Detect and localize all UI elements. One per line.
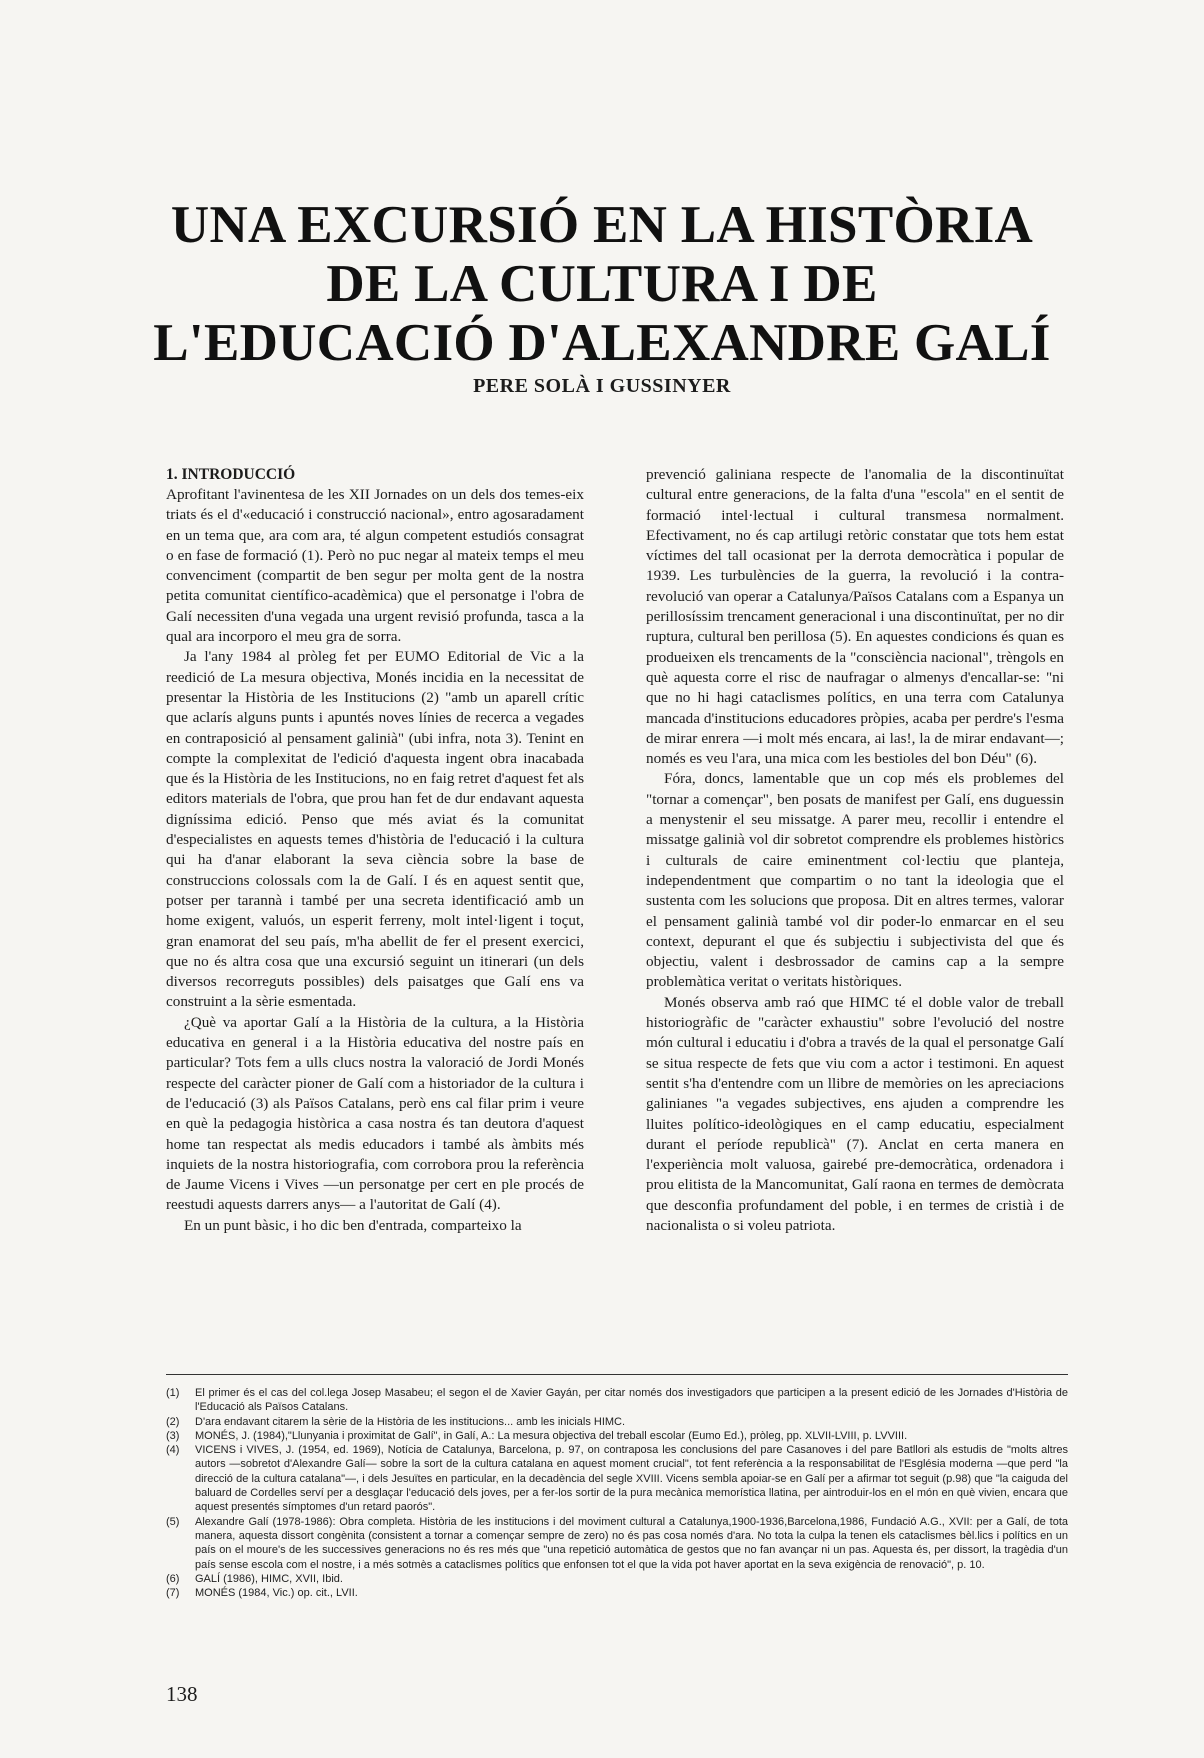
footnote-text: MONÉS (1984, Vic.) op. cit., LVII. xyxy=(195,1587,358,1600)
footnote-number: (1) xyxy=(166,1387,180,1399)
footnote-text: D'ara endavant citarem la sèrie de la Història de les institucions... amb les inicials HIMC. xyxy=(195,1415,626,1428)
footnote xyxy=(166,1386,1068,1415)
footnote-text: GALÍ (1986), HIMC, XVII, Ibid. xyxy=(195,1572,343,1585)
footnote-text: VICENS i VIVES, J. (1954, ed. 1969), Notícia de Catalunya, Barcelona, p. 97, on contraposa les conclusions del pare Casanoves i del pare Batllori als estudis de "molts altres autors —sobretot d'Alexandre Galí— sobre la sort de la cultura catalana en aquest moment crucial", tot fent referència a la responsabilitat de l'Església moderna —que perd "la direcció de la cultura catalana"—, i dels Jesuïtes en particular, en la decadència del segle XVIII. Vicens sembla apoiar-se en Galí per a afirmar tot seguit (p.98) que "la caiguda del baluard de Cordelles serví per a desglaçar l'educació dels joves, per a fer-los sortir de la pura mecànica memorística llatina, per aintroduir-los en el món en què vivien, encara que aquest presentés símptomes d'un retard paorós". xyxy=(195,1444,1068,1514)
footnote-divider xyxy=(166,1374,1068,1375)
paragraph: Monés observa amb raó que HIMC té el doble valor de treball historiogràfic de "caràcter exhaustiu" sobre l'evolució del nostre món cultural i educatiu i d'obra a través de la qual el personatge Galí se situa respecte de fets que viu com a actor i testimoni. En aquest sentit s'ha d'entendre com un llibre de memòries on les apreciacions galinianes "a vegades subjectives, ens ajuden a comprendre les lluites político-ideològiques en el camp educatiu, especialment durant el període republicà" (7). Anclat en certa manera en l'experiència molt valuosa, gairebé pre-democràtica, ordenadora i prou elitista de la Mancomunitat, Galí raona en termes de demòcrata que desconfia profundament del poble, i en termes de cristià i de nacionalista o si voleu patriota. xyxy=(646,993,1064,1234)
footnote-text: Alexandre Galí (1978-1986): Obra completa. Història de les institucions i del moviment cultural a Catalunya,1900-1936,Barcelona,1986, Fundació A.G., XVII: per a Galí, de tota manera, aquesta dissort congènita (consistent a tornar a començar sempre de zero) no és pas cosa només d'ara. No tota la culpa la tenen els cataclismes bèl.lics i polítics en un país on el moure's de les successives generacions no és res més que "una repetició automàtica de gestos que no fan avançar ni un pas. Aquesta és, per dissort, la tragèdia d'un país sense escola com el nostre, i a més sotmès a cataclismes polítics que enfonsen tot el que la vida pot haver aportat en la seva exigència de renovació", p. 10. xyxy=(195,1515,1068,1571)
footnotes xyxy=(166,1386,1068,1600)
footnote-number: (3) xyxy=(166,1429,180,1442)
footnote-number: (5) xyxy=(166,1515,180,1528)
footnote xyxy=(166,1429,1068,1443)
footnote-number: (7) xyxy=(166,1587,180,1600)
paragraph: ¿Què va aportar Galí a la Història de la cultura, a la Història educativa en general i a la Història educativa del nostre país en particular? Tots fem a ulls clucs nostra la valoració de Jordi Monés respecte del caràcter pioner de Galí com a historiador de la cultura i de l'educació (3) als Països Catalans, però ens cal filar prim i veure en què la pedagogia històrica a casa nostra és tan deutora d'aquest home tan respectat als medis educadors i també als àmbits més inquiets de la nostra historiografia, com corrobora prou la referència de Jaume Vicens i Vives —un personatge per cert en ple procés de reestudi aquests darrers anys— a l'autoritat de Galí (4). xyxy=(166,1013,584,1214)
section-heading: 1. INTRODUCCIÓ xyxy=(166,466,296,483)
paragraph: Fóra, doncs, lamentable que un cop més els problemes del "tornar a començar", ben posats de manifest per Galí, ens duguessin a menystenir el seu missatge. A parer meu, recollir i entendre el missatge galinià vol dir sobretot comprendre els problemes històrics i culturals de caire eminentment col·lectiu que planteja, independentment que compartim o no tant la ideologia que el sustenta com les solucions que proposa. Dit en altres termes, valorar el pensament galinià també vol dir poder-lo enmarcar en el seu context, depurant el que és subjectiu i subjectivista del que és objectiu, valent i desbrossador de camins cap a la sempre problemàtica veritat o veritats històriques. xyxy=(646,770,1064,991)
footnote-number: (4) xyxy=(166,1444,180,1457)
left-column xyxy=(166,465,584,1236)
footnote xyxy=(166,1443,1068,1514)
footnote xyxy=(166,1572,1068,1586)
page-number: 138 xyxy=(166,1682,198,1706)
article-title xyxy=(150,196,1054,373)
footnote xyxy=(166,1586,1068,1600)
paragraph: prevenció galiniana respecte de l'anomalia de la discontinuïtat cultural entre generacions, de la falta d'una "escola" en el sentit de formació intel·lectual i cultural transmesa normalment. Efectivament, no és cap artilugi retòric constatar que tots hem estat víctimes del tall ocasionat per la derrota democràtica i popular de 1939. Les turbulències de la guerra, la revolució i la contra-revolució van operar a Catalunya/Països Catalans com a Espanya un perillosíssim trencament generacional i una discontinuïtat, per no dir ruptura, cultural ben perillosa (5). En aquestes condicions és quan es produeixen els trencaments de la "consciència nacional", trèngols en què aquesta corre el risc de naufragar o almenys d'encallar-se: "ni que no hi hagi cataclismes polítics, en una terra com Catalunya mancada d'institucions educadores pròpies, acaba per perdre's l'esma de mirar enrera —i molt més encara, ai las!, la de mirar endavant—; només es veu l'ara, una mica com les bestioles del bon Déu" (6). xyxy=(646,466,1064,768)
footnote-number: (6) xyxy=(166,1572,180,1585)
footnote xyxy=(166,1415,1068,1429)
right-column xyxy=(646,465,1064,1236)
footnote xyxy=(166,1515,1068,1572)
footnote-text: MONÉS, J. (1984),"Llunyania i proximitat de Galí", in Galí, A.: La mesura objectiva del treball escolar (Eumo Ed.), pròleg, pp. XLVII-LVIII, p. LVVIII. xyxy=(195,1429,908,1442)
paragraph: Ja l'any 1984 al pròleg fet per EUMO Editorial de Vic a la reedició de La mesura objectiva, Monés incidia en la necessitat de presentar la Història de les Institucions (2) "amb un aparell crític que aclarís alguns punts i apuntés noves línies de recerca a vegades en contraposició al pensament galinià" (ubi infra, nota 3). Tenint en compte la complexitat de l'edició d'aquesta ingent obra inacabada que és la Història de les Institucions, no en faig retret d'aquest fet als editors materials de l'obra, que prou han fet de dur endavant aquesta digníssima edició. Penso que més aviat és la comunitat d'especialistes en aquests temes d'història de l'educació i la cultura qui ha d'anar elaborant la seva ciència sobre la base de construccions colossals com la de Galí. I és en aquest sentit que, potser per tarannà i també per una secreta identificació amb un home exigent, valuós, un esperit ferreny, molt intel·ligent i toçut, gran enamorat del seu país, m'ha abellit de fer el present exercici, que no és altra cosa que una excursió seguint un itinerari (un dels diversos recorreguts possibles) dels paisatges que Galí ens va construint a la sèrie esmentada. xyxy=(166,648,584,1011)
title-line-2: DE LA CULTURA I DE xyxy=(326,255,878,313)
title-line-3: L'EDUCACIÓ D'ALEXANDRE GALÍ xyxy=(153,314,1051,372)
author-name: PERE SOLÀ I GUSSINYER xyxy=(473,375,731,397)
paragraph: En un punt bàsic, i ho dic ben d'entrada, comparteixo la xyxy=(184,1216,522,1234)
footnote-number: (2) xyxy=(166,1415,180,1428)
paragraph: Aprofitant l'avinentesa de les XII Jornades on un dels dos temes-eix triats és el d'«educació i construcció nacional», entro agosaradament en un tema que, ara com ara, té algun competent estudiós consagrat o en fase de formació (1). Però no puc negar al mateix temps el meu convenciment (compartit de ben segur per molta gent de la nostra petita comunitat científico-acadèmica) que el personatge i l'obra de Galí necessiten d'una vegada una urgent revisió profunda, tasca a la qual ara incorporo el meu gra de sorra. xyxy=(166,486,584,646)
footnote-text: El primer és el cas del col.lega Josep Masabeu; el segon el de Xavier Gayán, per citar només dos investigadors que participen a la present edició de les Jornades d'Història de l'Educació als Països Catalans. xyxy=(195,1387,1068,1414)
title-line-1: UNA EXCURSIÓ EN LA HISTÒRIA xyxy=(170,196,1034,254)
